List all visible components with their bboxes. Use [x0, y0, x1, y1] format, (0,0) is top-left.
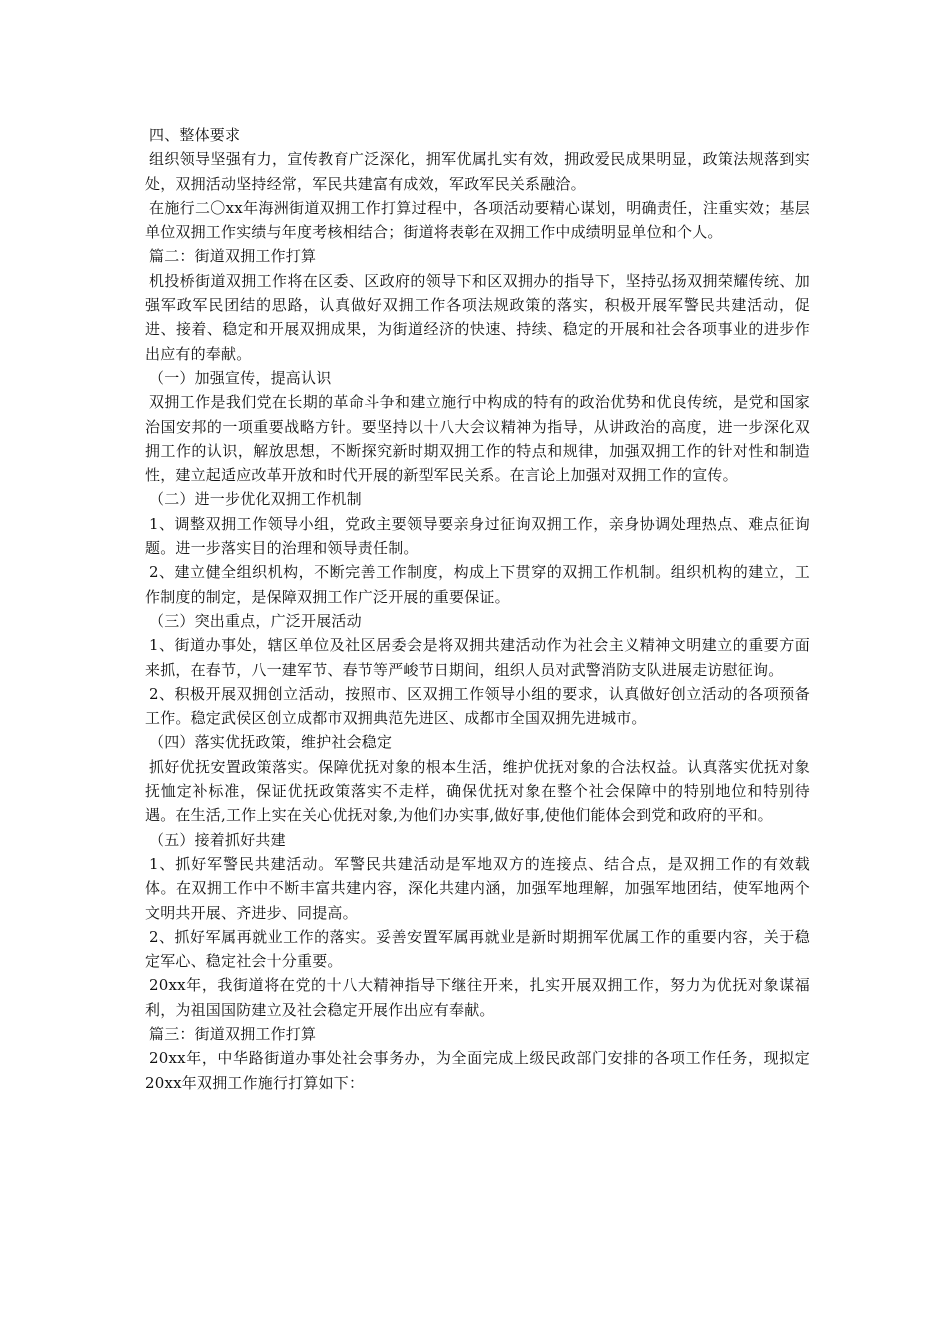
chapter-heading: 篇二：街道双拥工作打算 — [149, 247, 317, 266]
subsection-heading: （四）落实优抚政策，维护社会稳定 — [149, 733, 393, 752]
body-paragraph: 20xx年，我街道将在党的十八大精神指导下继往开来，扎实开展双拥工作，努力为优抚对象谋福利，为祖国国防建立及社会稳定开展作出应有奉献。 — [145, 976, 810, 1019]
subsection-heading: （三）突出重点，广泛开展活动 — [149, 611, 362, 630]
subsection-heading: （二）进一步优化双拥工作机制 — [149, 490, 362, 509]
body-paragraph: 2、建立健全组织机构，不断完善工作制度，构成上下贯穿的双拥工作机制。组织机构的建立，工作制度的制定，是保障双拥工作广泛开展的重要保证。 — [145, 563, 810, 606]
body-paragraph: 抓好优抚安置政策落实。保障优抚对象的根本生活，维护优抚对象的合法权益。认真落实优抚对象抚恤定补标准，保证优抚政策落实不走样，确保优抚对象在整个社会保障中的特别地位和特别待遇。在生活,工作上实在关心优抚对象,为他们办实事,做好事,使他们能体会到党和政府的平和。 — [145, 757, 810, 825]
body-paragraph: 1、街道办事处，辖区单位及社区居委会是将双拥共建活动作为社会主义精神文明建立的重要方面来抓，在春节，八一建军节、春节等严峻节日期间，组织人员对武警消防支队进展走访慰征询。 — [145, 636, 810, 679]
body-paragraph: 2、积极开展双拥创立活动，按照市、区双拥工作领导小组的要求，认真做好创立活动的各项预备工作。稳定武侯区创立成都市双拥典范先进区、成都市全国双拥先进城市。 — [145, 684, 810, 728]
subsection-heading: （五）接着抓好共建 — [149, 830, 286, 849]
chapter-heading: 篇三：街道双拥工作打算 — [149, 1024, 317, 1043]
document-body — [145, 123, 810, 1095]
subsection-heading: （一）加强宣传，提高认识 — [149, 368, 332, 387]
section-heading: 四、整体要求 — [149, 126, 241, 144]
body-paragraph: 1、调整双拥工作领导小组，党政主要领导要亲身过征询双拥工作，亲身协调处理热点、难点征询题。进一步落实目的治理和领导责任制。 — [145, 514, 810, 558]
body-paragraph: 组织领导坚强有力，宣传教育广泛深化，拥军优属扎实有效，拥政爱民成果明显，政策法规落到实处，双拥活动坚持经常，军民共建富有成效，军政军民关系融洽。 — [145, 150, 810, 193]
body-paragraph: 双拥工作是我们党在长期的革命斗争和建立施行中构成的特有的政治优势和优良传统，是党和国家治国安邦的一项重要战略方针。要坚持以十八大会议精神为指导，从讲政治的高度，进一步深化双拥工作的认识，解放思想，不断探究新时期双拥工作的特点和规律，加强双拥工作的针对性和制造性，建立起适应改革开放和时代开展的新型军民关系。在言论上加强对双拥工作的宣传。 — [145, 393, 810, 485]
body-paragraph: 在施行二〇xx年海洲街道双拥工作打算过程中，各项活动要精心谋划，明确责任，注重实效；基层单位双拥工作实绩与年度考核相结合；街道将表彰在双拥工作中成绩明显单位和个人。 — [145, 198, 810, 242]
body-paragraph: 1、抓好军警民共建活动。军警民共建活动是军地双方的连接点、结合点，是双拥工作的有效载体。在双拥工作中不断丰富共建内容，深化共建内涵，加强军地理解，加强军地团结，使军地两个文明共开展、齐进步、同提高。 — [145, 854, 810, 922]
body-paragraph: 机投桥街道双拥工作将在区委、区政府的领导下和区双拥办的指导下，坚持弘扬双拥荣耀传统、加强军政军民团结的思路，认真做好双拥工作各项法规政策的落实，积极开展军警民共建活动，促进、接着、稳定和开展双拥成果，为街道经济的快速、持续、稳定的开展和社会各项事业的进步作出应有的奉献。 — [145, 271, 810, 363]
body-paragraph: 20xx年，中华路街道办事处社会事务办，为全面完成上级民政部门安排的各项工作任务，现拟定20xx年双拥工作施行打算如下： — [145, 1049, 810, 1092]
body-paragraph: 2、抓好军属再就业工作的落实。妥善安置军属再就业是新时期拥军优属工作的重要内容，关于稳定军心、稳定社会十分重要。 — [145, 927, 810, 971]
